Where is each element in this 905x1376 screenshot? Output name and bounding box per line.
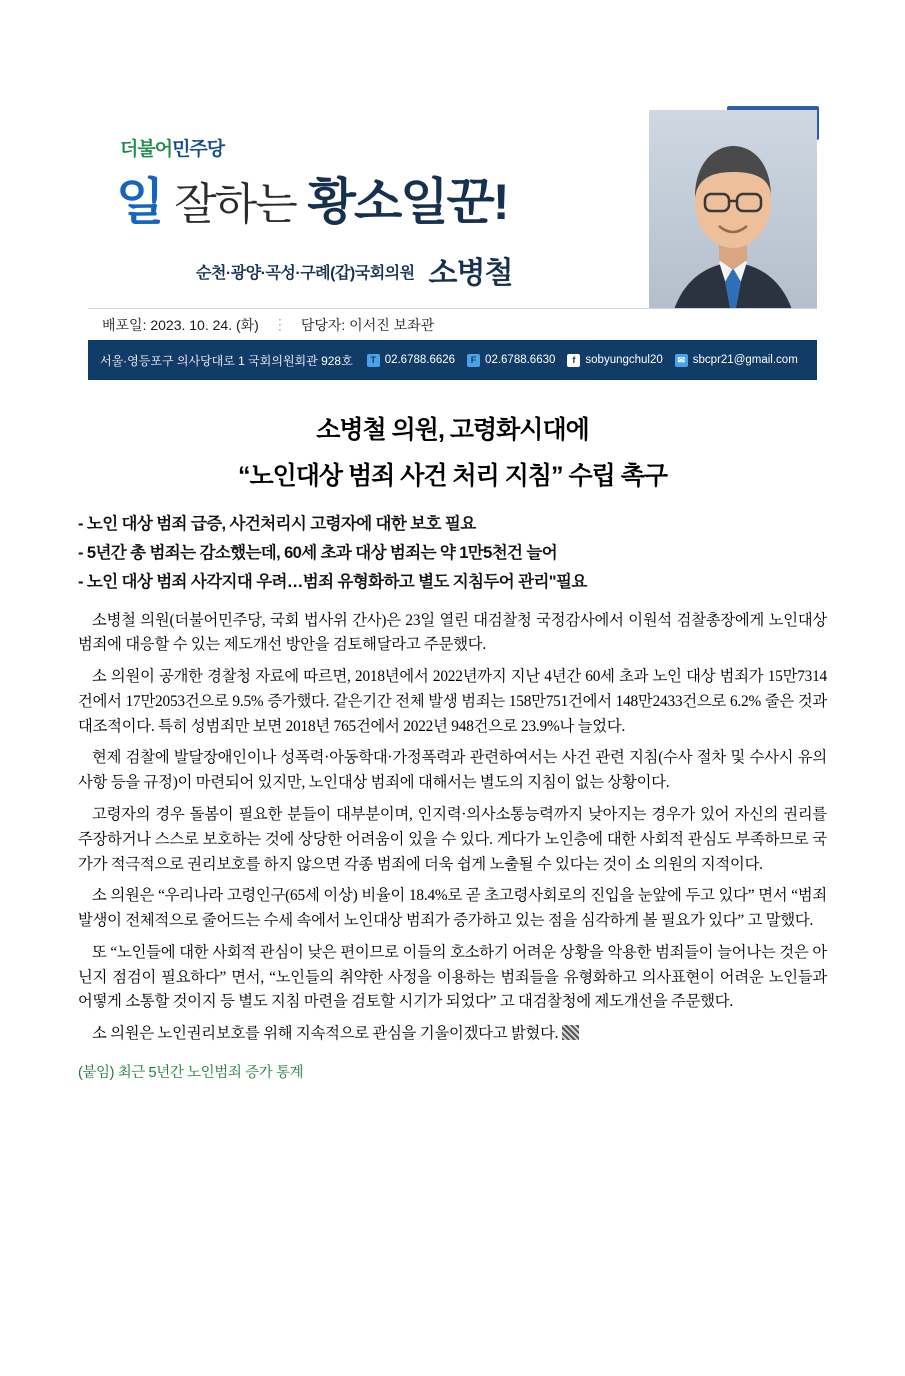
body-paragraph-last (78, 1022, 827, 1047)
phone-chip (367, 354, 455, 367)
party-logo-suffix: 민주당 (172, 139, 225, 160)
body-paragraph: 소병철 의원(더불어민주당, 국회 법사위 간사)은 23일 열린 대검찰청 국정감사에서 이원석 검찰총장에게 노인대상 범죄에 대응할 수 있는 제도개선 방안을 검토해달라고 주문했다. (78, 611, 827, 654)
release-date: 배포일: 2023. 10. 24. (화) (102, 316, 259, 333)
email-chip[interactable] (675, 354, 798, 367)
title-line-2: “노인대상 범죄 사건 처리 지침” 수립 촉구 (237, 462, 668, 490)
district-label: 순천·광양·곡성·구례(갑)국회의원 (196, 265, 415, 282)
body-paragraph-text: 소 의원은 노인권리보호를 위해 지속적으로 관심을 기울이겠다고 밝혔다. (92, 1025, 559, 1043)
body-paragraph: 소 의원이 공개한 경찰청 자료에 따르면, 2018년에서 2022년까지 지난 4년간 60세 초과 노인 대상 범죄가 15만7314건에서 17만2053건으로 9.5% 증가했다. 같은기간 전체 발생 범죄는 158만751건에서 148만2433건으로 6.2% 줄은 것과 대조적이다. 특히 성범죄만 보면 2018년 765건에서 2022년 948건으로 23.9%나 늘었다. (78, 668, 827, 735)
attachment-note: (붙임) 최근 5년간 노인범죄 증가 통계 (78, 1064, 304, 1081)
bullet-item: - 노인 대상 범죄 사각지대 우려…범죄 유형화하고 별도 지침두어 관리"필요 (78, 572, 587, 591)
summary-bullets (78, 510, 827, 597)
document-title (78, 410, 827, 492)
office-address: 서울·영등포구 의사당대로 1 국회의원회관 928호 (100, 353, 353, 368)
fax-icon: F (467, 354, 480, 367)
fax-number: 02.6788.6630 (485, 354, 556, 366)
party-logo-prefix: 더불어 (120, 139, 173, 160)
facebook-chip[interactable] (567, 354, 662, 367)
bullet-item: - 5년간 총 범죄는 감소했는데, 60세 초과 대상 범죄는 약 1만5천건 늘어 (78, 543, 558, 562)
body-paragraph: 또 “노인들에 대한 사회적 관심이 낮은 편이므로 이들의 호소하기 어려운 상황을 악용한 범죄들이 늘어나는 것은 아닌지 점검이 필요하다” 면서, “노인들의 취약한 사정을 이용하는 범죄들을 유형화하고 의사표현이 어려운 노인들과 어떻게 소통할 것이지 등 별도 지침 마련을 검토할 시기가 되었다” 고 대검찰청에 제도개선을 주문했다. (78, 943, 827, 1011)
facebook-handle[interactable]: sobyungchul20 (585, 354, 663, 366)
email-address[interactable]: sbcpr21@gmail.com (692, 354, 798, 366)
facebook-icon: f (567, 354, 580, 367)
press-release-page (0, 96, 905, 1376)
info-divider: ⋮ (272, 316, 287, 332)
body-paragraph: 소 의원은 “우리나라 고령인구(65세 이상) 비율이 18.4%로 곧 초고령사회로의 진입을 눈앞에 두고 있다” 면서 “범죄 발생이 전체적으로 줄어드는 수세 속에서 노인대상 범죄가 증가하고 있는 점을 심각하게 볼 필요가 있다” 고 말했다. (78, 887, 827, 930)
article-body (78, 609, 827, 1047)
header-banner (78, 96, 827, 386)
slogan-word-1: 일 (116, 174, 163, 230)
mail-icon: ✉ (675, 354, 688, 367)
body-paragraph: 현제 검찰에 발달장애인이나 성폭력·아동학대·가정폭력과 관련하여서는 사건 관련 지침(수사 절차 및 수사시 유의사항 등을 규정)이 마련되어 있지만, 노인대상 범죄에 대해서는 별도의 지침이 없는 상황이다. (78, 749, 827, 792)
contact-bar (88, 340, 817, 380)
campaign-slogan (116, 162, 508, 234)
slogan-word-2: 잘하는 (174, 180, 296, 229)
bullet-item: - 노인 대상 범죄 급증, 사건처리시 고령자에 대한 보호 필요 (78, 515, 476, 533)
redaction-mark-icon (562, 1025, 579, 1040)
title-line-1: 소병철 의원, 고령화시대에 (316, 416, 589, 444)
slogan-word-3: 황소일꾼! (307, 174, 508, 230)
fax-chip (467, 354, 555, 367)
contact-person: 담당자: 이서진 보좌관 (300, 316, 435, 333)
release-info-row (88, 308, 817, 340)
phone-number: 02.6788.6626 (384, 354, 456, 366)
telephone-icon: T (367, 354, 380, 367)
body-paragraph: 고령자의 경우 돌봄이 필요한 분들이 대부분이며, 인지력·의사소통능력까지 낮아지는 경우가 있어 자신의 권리를 주장하거나 스스로 보호하는 것에 상당한 어려움이 있을 수 있다. 게다가 노인층에 대한 사회적 관심도 부족하므로 국가가 적극적으로 권리보호를 하지 않으면 각종 범죄에 더욱 쉽게 노출될 수 있다는 것이 소 의원의 지적이다. (78, 805, 827, 873)
district-and-name (196, 248, 512, 292)
party-logo (120, 134, 224, 161)
member-name: 소병철 (428, 257, 513, 290)
